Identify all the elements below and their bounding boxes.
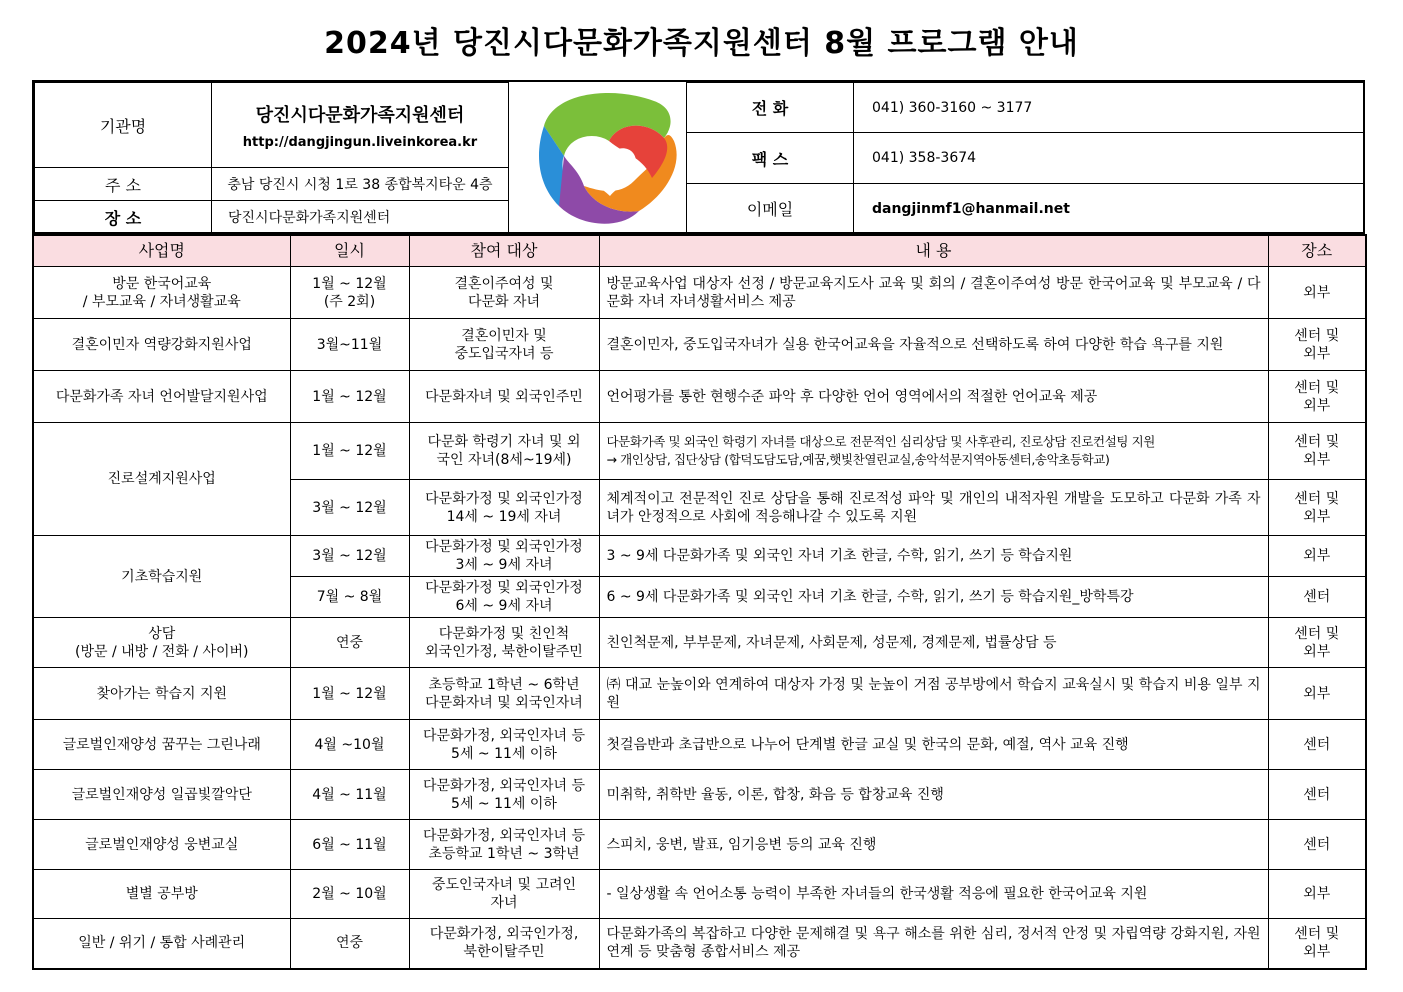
program-content [599,536,1268,577]
org-label: 기관명 [34,82,212,168]
program-name [33,870,290,919]
phone-value: 041) 360-3160 ~ 3177 [853,82,1365,133]
program-target [409,267,599,319]
program-target-line: 국인 자녀(8세~19세) [436,452,572,468]
program-place [1268,371,1366,423]
program-target-line: 14세 ~ 19세 자녀 [446,508,562,525]
program-name-line: / 부모교육 / 자녀생활교육 [82,293,241,310]
program-date [290,577,409,618]
program-content-line: 체계적이고 전문적인 진로 상담을 통해 진로적성 파악 및 개인의 내적자원 개발을 도모하고 다문화 가족 자녀가 안정적으로 사회에 적응해나갈 수 있도록 지원 [606,490,1261,525]
program-target [409,820,599,870]
program-name-line: 상담 [148,625,176,642]
program-date [290,870,409,919]
program-content [599,870,1268,919]
program-content-line: 다문화가족의 복잡하고 다양한 문제해결 및 욕구 해소를 위한 심리, 정서적 안정 및 자립역량 강화지원, 자원연계 등 맞춤형 종합서비스 제공 [606,926,1261,961]
program-place [1268,267,1366,319]
program-target-line: 다문화가정, 외국인자녀 등 [422,777,586,794]
program-content [599,618,1268,668]
program-content [599,770,1268,820]
program-date-line: 1월 ~ 12월 [312,685,387,702]
table-row [33,618,1366,668]
table-row [33,319,1366,371]
header-date: 일시 [290,235,409,267]
program-table [32,234,1367,970]
program-content [599,577,1268,618]
program-place [1268,919,1366,969]
program-name [33,319,290,371]
program-name [33,820,290,870]
program-place [1268,870,1366,919]
program-name [33,618,290,668]
program-name-line: 글로벌인재양성 일곱빛깔악단 [71,786,252,803]
table-row [33,820,1366,870]
fax-label: 팩 스 [686,132,854,184]
address-label: 주 소 [34,167,212,201]
program-target-line: 다문화가정 및 외국인가정 [425,580,583,596]
program-place-line: 센터 및 [1294,490,1340,507]
program-place-line: 센터 및 [1294,434,1340,450]
program-target [409,371,599,423]
program-target-line: 자녀 [490,895,518,911]
program-target [409,919,599,969]
program-target [409,770,599,820]
program-name [33,371,290,423]
program-content-line: 미취학, 취학반 율동, 이론, 합창, 화음 등 합창교육 진행 [606,786,944,803]
table-row [33,668,1366,720]
program-target-line: 다문화가정 및 외국인가정 [425,490,583,507]
program-place [1268,618,1366,668]
table-body [33,267,1366,969]
program-content-line: 다문화가족 및 외국인 학령기 자녀를 대상으로 전문적인 심리상담 및 사후관리, 진로상담 진로컨설팅 지원 [606,434,1155,449]
program-content-line: 결혼이민자, 중도입국자녀가 실용 한국어교육을 자율적으로 선택하도록 하여 다양한 학습 욕구를 지원 [606,336,1224,353]
program-target [409,480,599,536]
program-place [1268,480,1366,536]
program-date [290,720,409,770]
program-place-line: 센터 [1303,836,1331,853]
program-target [409,720,599,770]
program-name-line: (방문 / 내방 / 전화 / 사이버) [75,643,249,660]
program-content-line: 첫걸음반과 초급반으로 나누어 단계별 한글 교실 및 한국의 문화, 예절, 역사 교육 진행 [606,736,1129,753]
program-name-line: 진로설계지원사업 [107,471,216,487]
header-content: 내 용 [599,235,1268,267]
program-target-line: 다문화자녀 및 외국인주민 [425,388,583,405]
program-date-line: 1월 ~ 12월 [312,275,387,292]
program-place-line: 외부 [1303,548,1331,564]
program-date-line: 6월 ~ 11월 [312,836,387,853]
program-content [599,820,1268,870]
program-date-line: 3월 ~ 12월 [312,548,387,564]
program-content [599,668,1268,720]
program-date [290,480,409,536]
program-date [290,919,409,969]
program-place-line: 외부 [1303,284,1331,301]
org-url[interactable]: http://dangjingun.liveinkorea.kr [242,134,478,150]
program-place-line: 센터 및 [1294,327,1340,344]
place-label: 장 소 [34,200,212,234]
table-row [33,371,1366,423]
program-content-line: 6 ~ 9세 다문화가족 및 외국인 자녀 기초 한글, 수학, 읽기, 쓰기 등 학습지원_방학특강 [606,589,1134,605]
program-target-line: 다문화 학령기 자녀 및 외 [427,434,581,450]
header-target: 참여 대상 [409,235,599,267]
program-place [1268,770,1366,820]
program-content-line: 스피치, 웅변, 발표, 임기응변 등의 교육 진행 [606,836,877,853]
program-content-line: 친인척문제, 부부문제, 자녀문제, 사회문제, 성문제, 경제문제, 법률상담 등 [606,634,1057,651]
program-place [1268,668,1366,720]
program-content-line: → 개인상담, 집단상담 (합덕도담도담,예꿈,햇빛찬열린교실,송악석문지역아동센터,송악초등학교) [606,452,1110,467]
program-name [33,423,290,536]
address-value: 충남 당진시 시청 1로 38 종합복지타운 4층 [211,167,509,201]
program-content-line: ㈜ 대교 눈높이와 연계하여 대상자 가정 및 눈높이 거점 공부방에서 학습지 교육실시 및 학습지 비용 일부 지원 [606,676,1261,711]
program-place-line: 센터 및 [1294,926,1340,943]
program-date-line: 연중 [335,935,364,952]
program-date-line: 2월 ~ 10월 [312,886,387,902]
program-name-line: 찾아가는 학습지 지원 [96,685,228,702]
program-target-line: 6세 ~ 9세 자녀 [455,598,553,614]
program-place-line: 센터 [1303,589,1331,605]
program-place [1268,423,1366,480]
program-target [409,536,599,577]
program-target [409,577,599,618]
program-content-line: 언어평가를 통한 현행수준 파악 후 다양한 언어 영역에서의 적절한 언어교육 제공 [606,388,1098,405]
table-header-row [33,235,1366,267]
program-target [409,870,599,919]
program-name-line: 방문 한국어교육 [112,275,212,292]
table-row [33,919,1366,969]
program-place-line: 외부 [1303,886,1331,902]
program-target [409,319,599,371]
program-target [409,618,599,668]
program-content [599,423,1268,480]
org-name: 당진시다문화가족지원센터 [255,104,465,126]
program-content [599,371,1268,423]
program-target-line: 결혼이주여성 및 [454,275,554,292]
program-target-line: 3세 ~ 9세 자녀 [455,557,553,573]
fax-value: 041) 358-3674 [853,132,1365,184]
program-date-line: 연중 [335,634,364,651]
program-place-line: 외부 [1303,944,1331,961]
org-name-cell [211,82,509,168]
program-date-line: 1월 ~ 12월 [312,443,387,459]
center-logo [524,86,694,232]
header-place: 장소 [1268,235,1366,267]
place-value: 당진시다문화가족지원센터 [211,200,509,234]
program-name [33,668,290,720]
program-date-line: 4월 ~10월 [314,736,385,753]
program-content [599,267,1268,319]
program-date-line: 3월~11월 [316,336,383,353]
program-target-line: 북한이탈주민 [463,944,545,961]
page-title: 2024년 당진시다문화가족지원센터 8월 프로그램 안내 [324,26,1079,61]
program-date [290,267,409,319]
program-place [1268,577,1366,618]
program-target-line: 5세 ~ 11세 이하 [451,745,557,762]
program-target [409,668,599,720]
program-name-line: 일반 / 위기 / 통합 사례관리 [78,935,246,952]
program-place-line: 센터 [1303,786,1331,803]
program-target-line: 다문화가정, 외국인가정, [429,926,579,943]
program-date-line: 4월 ~ 11월 [312,786,387,803]
info-box [32,80,1365,234]
program-place-line: 센터 [1303,736,1331,753]
program-name-line: 결혼이민자 역량강화지원사업 [71,336,252,353]
program-content-line: 3 ~ 9세 다문화가족 및 외국인 자녀 기초 한글, 수학, 읽기, 쓰기 등 학습지원 [606,548,1073,564]
program-content-line: 방문교육사업 대상자 선정 / 방문교육지도사 교육 및 회의 / 결혼이주여성 방문 한국어교육 및 부모교육 / 다문화 자녀 자녀생활서비스 제공 [606,275,1261,310]
program-place-line: 외부 [1303,508,1331,525]
program-date [290,618,409,668]
table-row [33,770,1366,820]
program-content [599,919,1268,969]
program-place [1268,820,1366,870]
program-name-line: 글로벌인재양성 꿈꾸는 그린나래 [62,736,261,753]
table-row [33,267,1366,319]
program-place [1268,536,1366,577]
program-name-line: 다문화가족 자녀 언어발달지원사업 [55,388,268,405]
program-date-line: 3월 ~ 12월 [312,499,387,516]
table-row [33,536,1366,577]
program-target-line: 초등학교 1학년 ~ 3학년 [428,845,580,862]
program-name-line: 기초학습지원 [121,568,203,585]
program-date [290,770,409,820]
header-name: 사업명 [33,235,290,267]
program-date [290,423,409,480]
program-content-line: - 일상생활 속 언어소통 능력이 부족한 자녀들의 한국생활 적응에 필요한 한국어교육 지원 [606,886,1148,902]
program-name [33,720,290,770]
program-date-line: 7월 ~ 8월 [316,589,383,605]
phone-label: 전 화 [686,82,854,133]
program-name-line: 별별 공부방 [125,886,198,902]
program-place-line: 센터 및 [1294,625,1340,642]
program-place [1268,720,1366,770]
program-name [33,919,290,969]
program-target-line: 다문화가정, 외국인자녀 등 [422,827,586,844]
program-target-line: 초등학교 1학년 ~ 6학년 [428,676,580,693]
program-place-line: 센터 및 [1294,379,1340,396]
program-target-line: 다문화가정 및 친인척 [438,625,570,642]
program-date [290,371,409,423]
program-target-line: 다문화자녀 및 외국인자녀 [425,694,583,711]
program-target [409,423,599,480]
program-date [290,820,409,870]
program-name [33,536,290,618]
program-target-line: 다문화 자녀 [467,293,541,310]
program-place-line: 외부 [1303,643,1331,660]
program-content [599,720,1268,770]
program-target-line: 중도인국자녀 및 고려인 [431,877,577,893]
program-date-line: 1월 ~ 12월 [312,388,387,405]
program-place-line: 외부 [1303,452,1331,468]
table-row [33,720,1366,770]
program-date [290,536,409,577]
program-name [33,267,290,319]
program-place-line: 외부 [1303,685,1331,702]
program-target-line: 다문화가정 및 외국인가정 [425,539,583,555]
program-target-line: 5세 ~ 11세 이하 [451,795,557,812]
program-date [290,668,409,720]
program-name [33,770,290,820]
program-target-line: 외국인가정, 북한이탈주민 [425,643,583,660]
program-target-line: 중도입국자녀 등 [454,345,554,362]
email-value[interactable]: dangjinmf1@hanmail.net [853,183,1365,234]
program-place-line: 외부 [1303,397,1331,414]
program-name-line: 글로벌인재양성 웅변교실 [85,836,239,853]
table-row [33,870,1366,919]
program-target-line: 다문화가정, 외국인자녀 등 [422,727,586,744]
program-date [290,319,409,371]
table-row [33,423,1366,480]
program-target-line: 결혼이민자 및 [461,327,547,344]
program-date-line: (주 2회) [323,293,376,310]
program-content [599,480,1268,536]
program-content [599,319,1268,371]
program-place-line: 외부 [1303,345,1331,362]
email-label: 이메일 [686,183,854,234]
program-place [1268,319,1366,371]
